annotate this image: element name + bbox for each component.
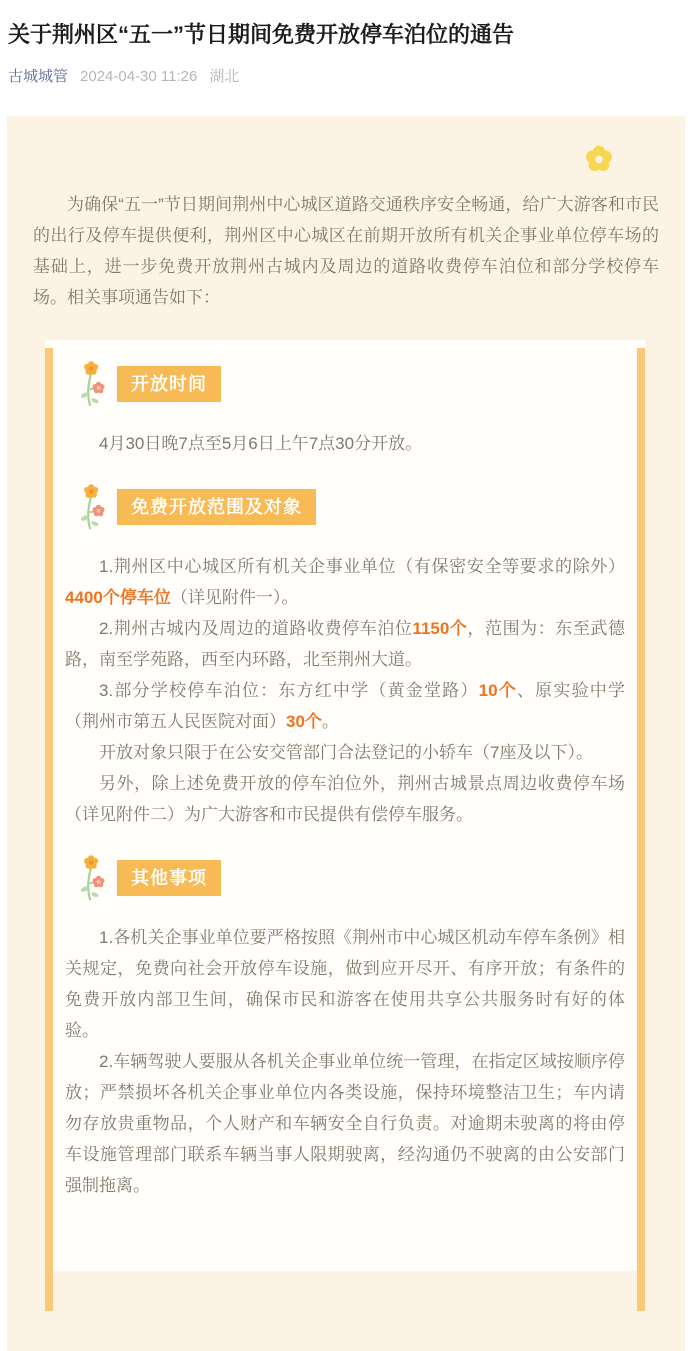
highlight-text: 4400个停车位 — [65, 588, 171, 607]
notice-section — [65, 854, 625, 1201]
body-paragraph — [65, 922, 625, 1046]
publish-location: 湖北 — [209, 68, 240, 85]
flower-sprig-icon — [79, 360, 107, 408]
flower-sprig-icon — [79, 483, 107, 531]
body-paragraph — [65, 428, 625, 459]
body-paragraph — [65, 551, 625, 613]
section-header — [65, 483, 625, 531]
highlight-text: 1150个 — [412, 619, 468, 638]
text-run: （详见附件一）。 — [170, 588, 299, 607]
article-page — [0, 20, 692, 1211]
text-run: 1.各机关企事业单位要严格按照《荆州市中心城区机动车停车条例》相关规定，免费向社会开放停车设施，做到应开尽开、有序开放；有条件的免费开放内部卫生间，确保市民和游客在使用共享公共服务时有好的体验。 — [65, 928, 625, 1040]
account-link[interactable]: 古城城管 — [8, 68, 69, 85]
section-heading-badge: 开放时间 — [117, 366, 221, 402]
text-run: 、原实验中学（荆州市第五人民医院对面） — [65, 681, 626, 731]
page-title: 关于荆州区“五一”节日期间免费开放停车泊位的通告 — [8, 22, 515, 47]
content-card — [7, 116, 685, 1351]
notice-box — [45, 340, 645, 1271]
body-paragraph — [65, 613, 625, 675]
notice-section — [65, 483, 625, 830]
body-paragraph — [65, 675, 625, 737]
flower-icon — [582, 141, 616, 177]
intro-paragraph: 为确保“五一”节日期间荆州中心城区道路交通秩序安全畅通，给广大游客和市民的出行及停车提供便利，荆州区中心城区在前期开放所有机关企事业单位停车场的基础上，进一步免费开放荆州古城内及周边的道路收费停车泊位和部分学校停车场。相关事项通告如下： — [33, 195, 659, 307]
text-run: 3.部分学校停车泊位：东方红中学（黄金堂路） — [99, 681, 479, 700]
section-heading-badge: 其他事项 — [117, 860, 221, 896]
text-run: ，范围为：东至武德路，南至学苑路，西至内环路，北至荆州大道。 — [65, 619, 626, 669]
highlight-text: 10个 — [478, 681, 517, 700]
publish-time: 2024-04-30 11:26 — [80, 68, 198, 85]
section-heading-badge: 免费开放范围及对象 — [117, 489, 316, 525]
text-run: 。 — [321, 712, 339, 731]
highlight-text: 30个 — [286, 712, 322, 731]
text-run: 开放对象只限于在公安交管部门合法登记的小轿车（7座及以下）。 — [99, 743, 593, 762]
text-run: 2.车辆驾驶人要服从各机关企事业单位统一管理，在指定区域按顺序停放；严禁损坏各机关企事业单位内各类设施，保持环境整洁卫生；车内请勿存放贵重物品，个人财产和车辆安全自行负责。对逾期未驶离的将由停车设施管理部门联系车辆当事人限期驶离，经沟通仍不驶离的由公安部门强制拖离。 — [65, 1052, 625, 1195]
section-header — [65, 854, 625, 902]
section-header — [65, 360, 625, 408]
body-paragraph — [65, 737, 625, 768]
sections-host — [65, 360, 625, 1201]
text-run: 1.荆州区中心城区所有机关企事业单位（有保密安全等要求的除外） — [99, 557, 625, 576]
text-run: 另外，除上述免费开放的停车泊位外，荆州古城景点周边收费停车场（详见附件二）为广大游客和市民提供有偿停车服务。 — [65, 774, 625, 824]
text-run: 4月30日晚7点至5月6日上午7点30分开放。 — [99, 434, 423, 453]
body-paragraph — [65, 1046, 625, 1201]
body-paragraph — [65, 768, 625, 830]
notice-section — [65, 360, 625, 459]
text-run: 2.荆州古城内及周边的道路收费停车泊位 — [99, 619, 413, 638]
article-meta — [8, 67, 684, 87]
flower-sprig-icon — [79, 854, 107, 902]
